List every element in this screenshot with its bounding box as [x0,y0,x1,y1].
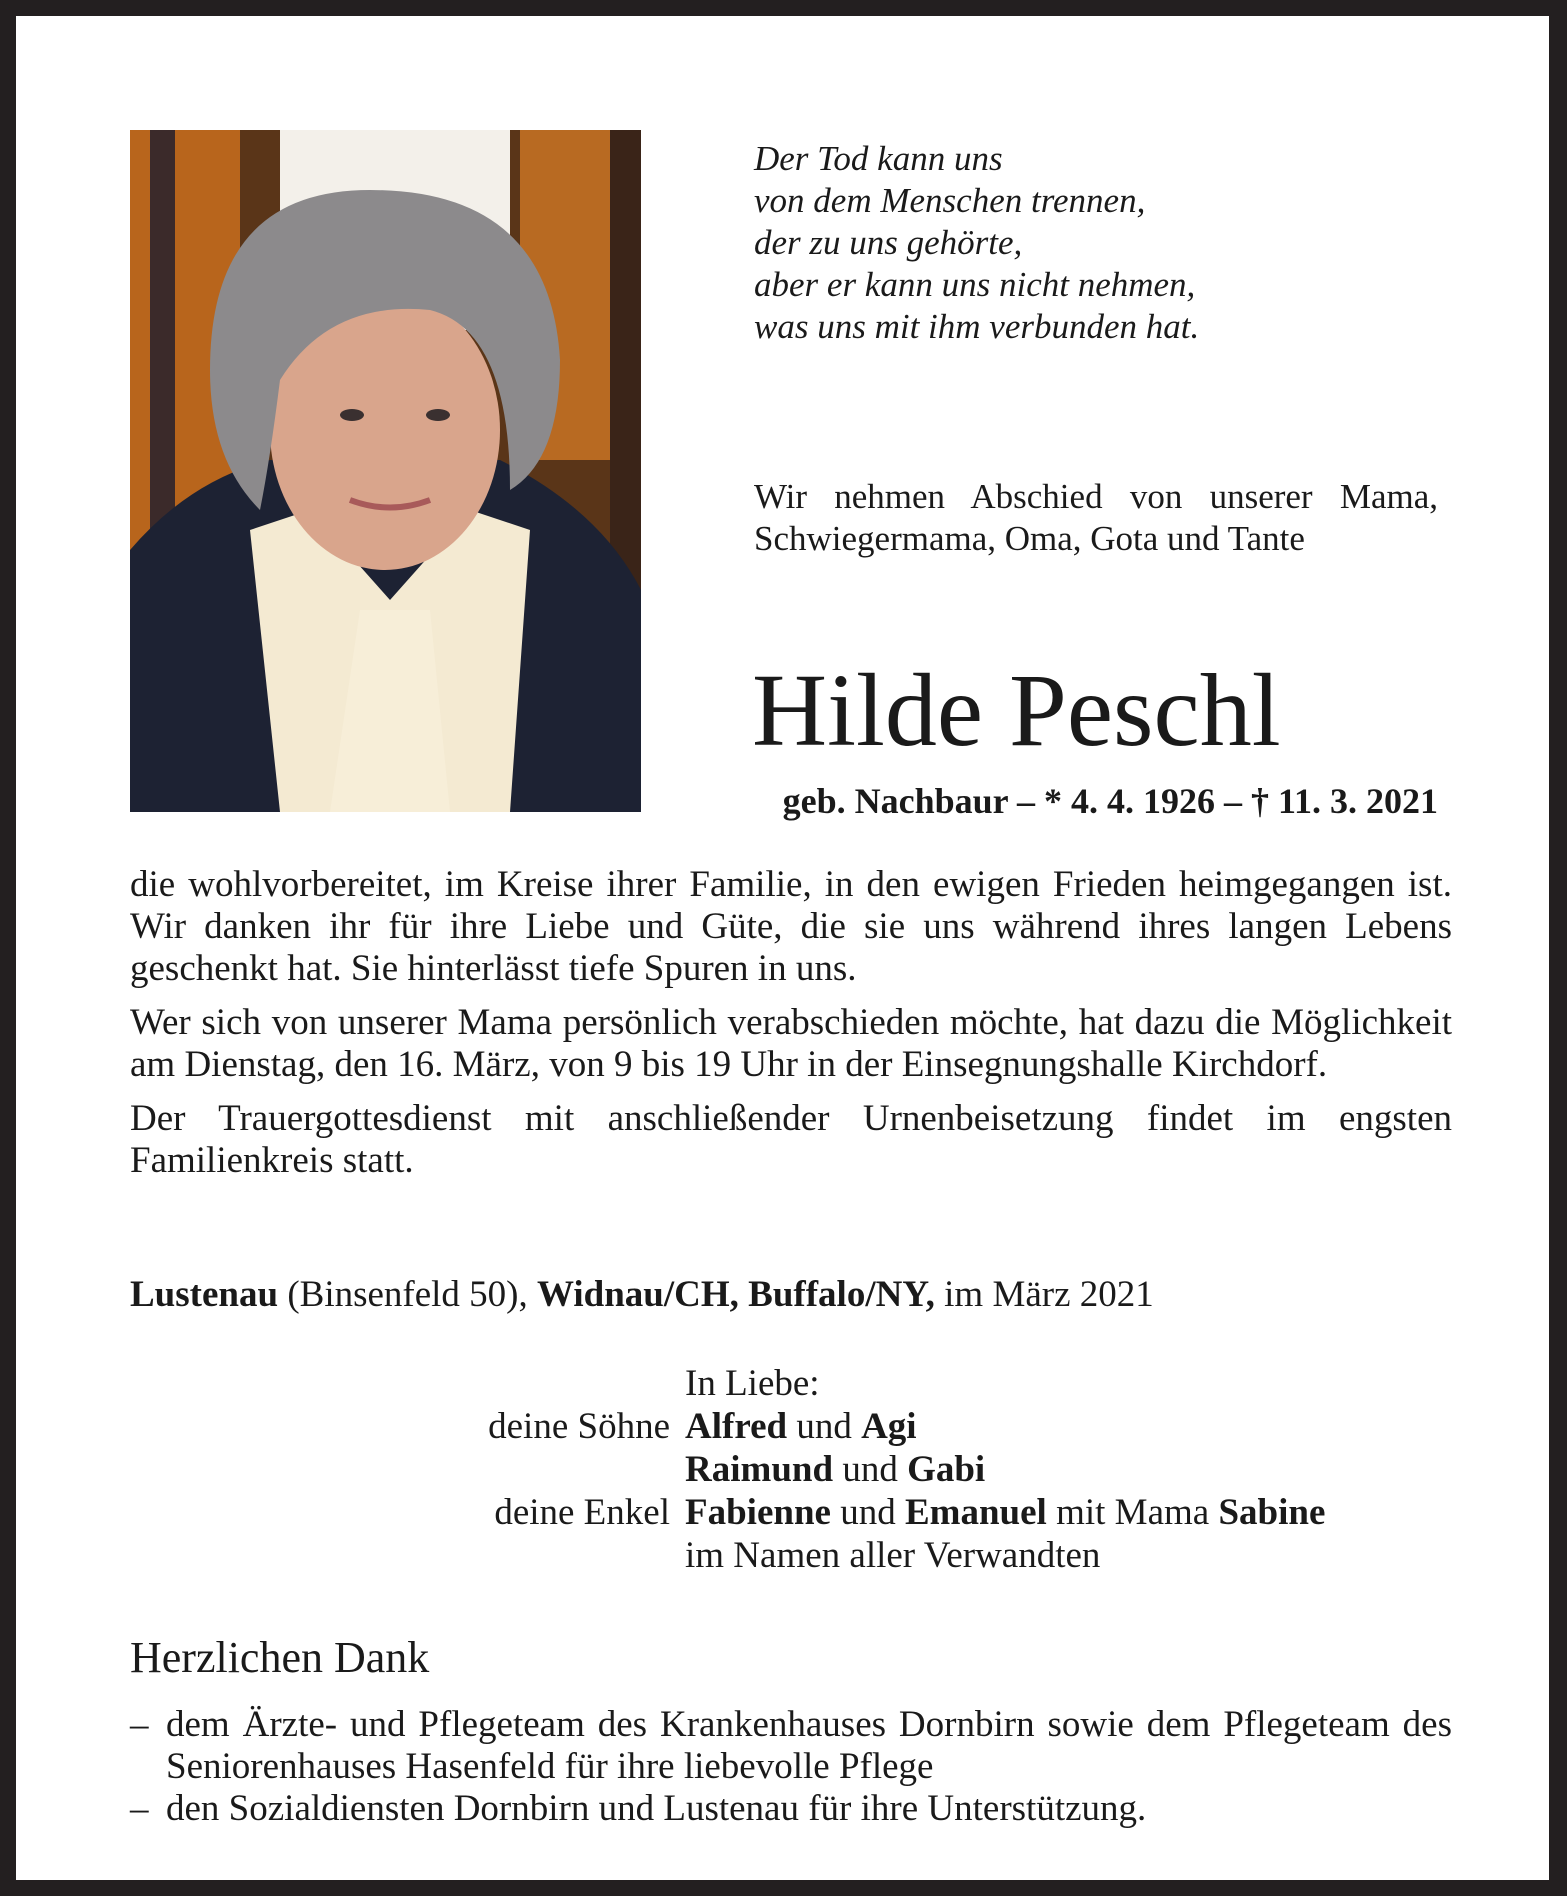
thanks-item [130,1704,1452,1788]
thanks-heading: Herzlichen Dank [130,1633,430,1682]
thanks-item [130,1788,1452,1830]
places-date [130,1274,1154,1316]
obituary-page [16,16,1549,1880]
name: Raimund [685,1449,834,1490]
place: Lustenau [130,1274,279,1315]
relatives: im Namen aller Verwandten [685,1535,1101,1576]
thanks-text: den Sozialdiensten Dornbirn und Lustenau für ihre Unterstützung. [166,1788,1147,1829]
paragraph: Wer sich von unserer Mama persönlich verabschieden möchte, hat dazu die Möglichkeit am Dienstag, den 16. März, von 9 bis 19 Uhr in der Einsegnungshalle Kirchdorf. [130,1002,1452,1085]
name: Fabienne [685,1492,831,1533]
date: im März 2021 [934,1274,1154,1315]
with: mit Mama [1046,1492,1219,1533]
in-liebe: In Liebe: [685,1363,820,1404]
and: und [830,1492,905,1533]
place: Widnau/CH, Buffalo/NY, [537,1274,935,1315]
poem-line: der zu uns gehörte, [754,223,1023,262]
dash: – [130,1704,149,1745]
name: Emanuel [904,1492,1047,1533]
name: Sabine [1218,1492,1326,1533]
dash: – [130,1788,149,1829]
thanks-text: dem Ärzte- und Pflegeteam des Krankenhauses Dornbirn sowie dem Pflegeteam des Seniorenhauses Hasenfeld für ihre liebevolle Pflege [166,1704,1452,1787]
portrait-photo [130,130,641,812]
address: (Binsenfeld 50), [278,1274,538,1315]
birth-death-dates: geb. Nachbaur – * 4. 4. 1926 – † 11. 3. 2021 [782,781,1438,821]
name: Gabi [907,1449,986,1490]
deceased-name: Hilde Peschl [752,653,1281,768]
signature-block [130,1362,1452,1577]
sons-label: deine Söhne [488,1406,670,1447]
intro-text: Wir nehmen Abschied von unserer Mama, Schwiegermama, Oma, Gota und Tante [754,477,1438,558]
and: und [833,1449,908,1490]
poem-line: Der Tod kann uns [754,139,1003,178]
poem [754,138,1199,348]
paragraph: Der Trauergottesdienst mit anschließender Urnenbeisetzung findet im engsten Familienkreis statt. [130,1098,1452,1181]
poem-line: aber er kann uns nicht nehmen, [754,265,1196,304]
and: und [787,1406,862,1447]
body-text [130,864,1452,1194]
grandchildren-label: deine Enkel [494,1492,670,1533]
paragraph: die wohlvorbereitet, im Kreise ihrer Familie, in den ewigen Frieden heimgegangen ist. Wir danken ihr für ihre Liebe und Güte, die sie uns während ihres langen Lebens geschenkt hat. Sie hinterlässt tiefe Spuren in uns. [130,864,1452,989]
poem-line: was uns mit ihm verbunden hat. [754,307,1200,346]
name: Agi [861,1406,917,1447]
thanks-list [130,1704,1452,1830]
name: Alfred [685,1406,788,1447]
poem-line: von dem Menschen trennen, [754,181,1146,220]
